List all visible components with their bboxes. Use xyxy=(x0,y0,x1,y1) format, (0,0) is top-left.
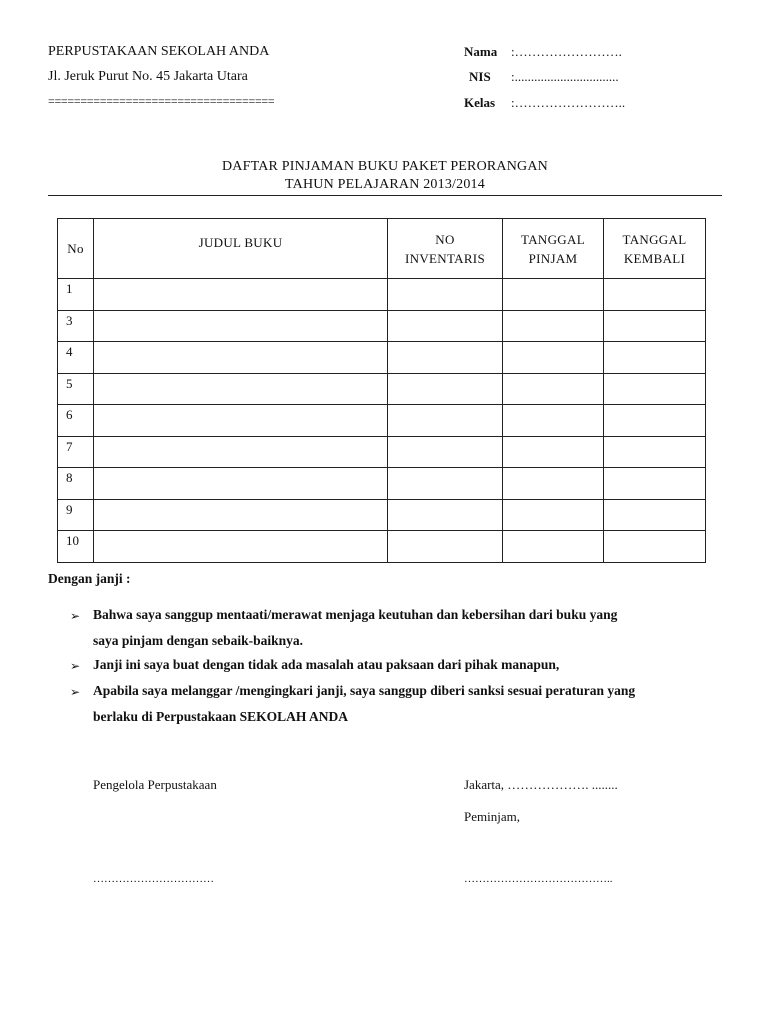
table-row xyxy=(58,342,706,374)
header-tanggal-kembali xyxy=(604,219,706,279)
place-date: Jakarta, ………………. ........ xyxy=(464,777,618,792)
borrower-label: Peminjam, xyxy=(464,809,520,824)
row-number: 3 xyxy=(58,310,94,342)
arrow-bullet-icon: ➢ xyxy=(70,685,81,699)
title-rule xyxy=(48,195,722,196)
cell-inventaris[interactable] xyxy=(388,342,503,374)
promise-heading: Dengan janji : xyxy=(48,571,131,586)
cell-tanggal-pinjam[interactable] xyxy=(503,436,604,468)
cell-tanggal-kembali[interactable] xyxy=(604,279,706,311)
header-judul-buku xyxy=(94,219,388,279)
header-pinjam-line2: PINJAM xyxy=(528,250,578,266)
table-row xyxy=(58,499,706,531)
cell-inventaris[interactable] xyxy=(388,499,503,531)
header-inventaris-line1: NO xyxy=(435,231,455,247)
row-number: 8 xyxy=(58,468,94,500)
header-kembali-line2: KEMBALI xyxy=(623,250,686,266)
cell-judul[interactable] xyxy=(94,310,388,342)
arrow-bullet-icon: ➢ xyxy=(70,659,81,673)
cell-tanggal-kembali[interactable] xyxy=(604,405,706,437)
table-row xyxy=(58,310,706,342)
table-row xyxy=(58,531,706,563)
cell-tanggal-kembali[interactable] xyxy=(604,342,706,374)
row-number: 7 xyxy=(58,436,94,468)
field-kelas-value: :…………………….. xyxy=(511,95,626,110)
manager-signature-line: …………………………… xyxy=(93,873,214,885)
cell-tanggal-pinjam[interactable] xyxy=(503,499,604,531)
cell-tanggal-pinjam[interactable] xyxy=(503,531,604,563)
table-row xyxy=(58,279,706,311)
table-row xyxy=(58,373,706,405)
cell-inventaris[interactable] xyxy=(388,405,503,437)
header-inventaris-line2: INVENTARIS xyxy=(405,250,485,266)
cell-judul[interactable] xyxy=(94,279,388,311)
cell-inventaris[interactable] xyxy=(388,468,503,500)
cell-inventaris[interactable] xyxy=(388,373,503,405)
table-row xyxy=(58,468,706,500)
header-no-inventaris xyxy=(388,219,503,279)
promise-item-2-line1: Janji ini saya buat dengan tidak ada masalah atau paksaan dari pihak manapun, xyxy=(93,657,560,672)
cell-tanggal-pinjam[interactable] xyxy=(503,468,604,500)
school-address: Jl. Jeruk Purut No. 45 Jakarta Utara xyxy=(48,69,248,84)
cell-judul[interactable] xyxy=(94,342,388,374)
field-nis-label: NIS xyxy=(469,69,491,84)
cell-tanggal-pinjam[interactable] xyxy=(503,342,604,374)
cell-judul[interactable] xyxy=(94,531,388,563)
field-nama-value: :……………………. xyxy=(511,44,622,59)
cell-tanggal-kembali[interactable] xyxy=(604,531,706,563)
row-number: 6 xyxy=(58,405,94,437)
field-nis-value: :................................ xyxy=(511,69,619,84)
school-name: PERPUSTAKAAN SEKOLAH ANDA xyxy=(48,44,270,59)
cell-tanggal-pinjam[interactable] xyxy=(503,310,604,342)
cell-tanggal-kembali[interactable] xyxy=(604,499,706,531)
arrow-bullet-icon: ➢ xyxy=(70,609,81,623)
cell-tanggal-kembali[interactable] xyxy=(604,436,706,468)
cell-tanggal-kembali[interactable] xyxy=(604,468,706,500)
document-subtitle: TAHUN PELAJARAN 2013/2014 xyxy=(285,177,485,192)
cell-tanggal-pinjam[interactable] xyxy=(503,279,604,311)
promise-item-1-line2: saya pinjam dengan sebaik-baiknya. xyxy=(93,633,304,648)
cell-judul[interactable] xyxy=(94,468,388,500)
cell-inventaris[interactable] xyxy=(388,279,503,311)
cell-tanggal-kembali[interactable] xyxy=(604,310,706,342)
cell-tanggal-pinjam[interactable] xyxy=(503,373,604,405)
header-separator: =================================== xyxy=(48,94,275,108)
cell-judul[interactable] xyxy=(94,436,388,468)
row-number: 9 xyxy=(58,499,94,531)
field-kelas-label: Kelas xyxy=(464,95,496,110)
cell-judul[interactable] xyxy=(94,405,388,437)
cell-inventaris[interactable] xyxy=(388,310,503,342)
table-row xyxy=(58,436,706,468)
promise-item-1-line1: Bahwa saya sanggup mentaati/merawat menjaga keutuhan dan kebersihan dari buku yang xyxy=(93,607,618,622)
header-kembali-line1: TANGGAL xyxy=(622,231,687,247)
table-header-row xyxy=(58,219,706,279)
cell-judul[interactable] xyxy=(94,499,388,531)
cell-tanggal-kembali[interactable] xyxy=(604,373,706,405)
manager-label: Pengelola Perpustakaan xyxy=(93,777,217,792)
promise-item-3-line2: berlaku di Perpustakaan SEKOLAH ANDA xyxy=(93,709,349,724)
cell-judul[interactable] xyxy=(94,373,388,405)
header-judul-label: JUDUL BUKU xyxy=(198,235,283,250)
header-tanggal-pinjam xyxy=(503,219,604,279)
borrower-signature-line: ………………………………….. xyxy=(464,873,613,885)
document-title: DAFTAR PINJAMAN BUKU PAKET PERORANGAN xyxy=(222,159,548,174)
promise-item-3-line1: Apabila saya melanggar /mengingkari janji, saya sanggup diberi sanksi sesuai peraturan yang xyxy=(93,683,636,698)
header-pinjam-line1: TANGGAL xyxy=(521,231,585,247)
row-number: 5 xyxy=(58,373,94,405)
row-number: 4 xyxy=(58,342,94,374)
header-no-label: No xyxy=(67,241,84,256)
row-number: 10 xyxy=(58,531,94,563)
cell-tanggal-pinjam[interactable] xyxy=(503,405,604,437)
table-row xyxy=(58,405,706,437)
field-nama-label: Nama xyxy=(464,44,498,59)
cell-inventaris[interactable] xyxy=(388,436,503,468)
row-number: 1 xyxy=(58,279,94,311)
cell-inventaris[interactable] xyxy=(388,531,503,563)
loan-table xyxy=(57,218,706,563)
header-no xyxy=(58,219,94,279)
